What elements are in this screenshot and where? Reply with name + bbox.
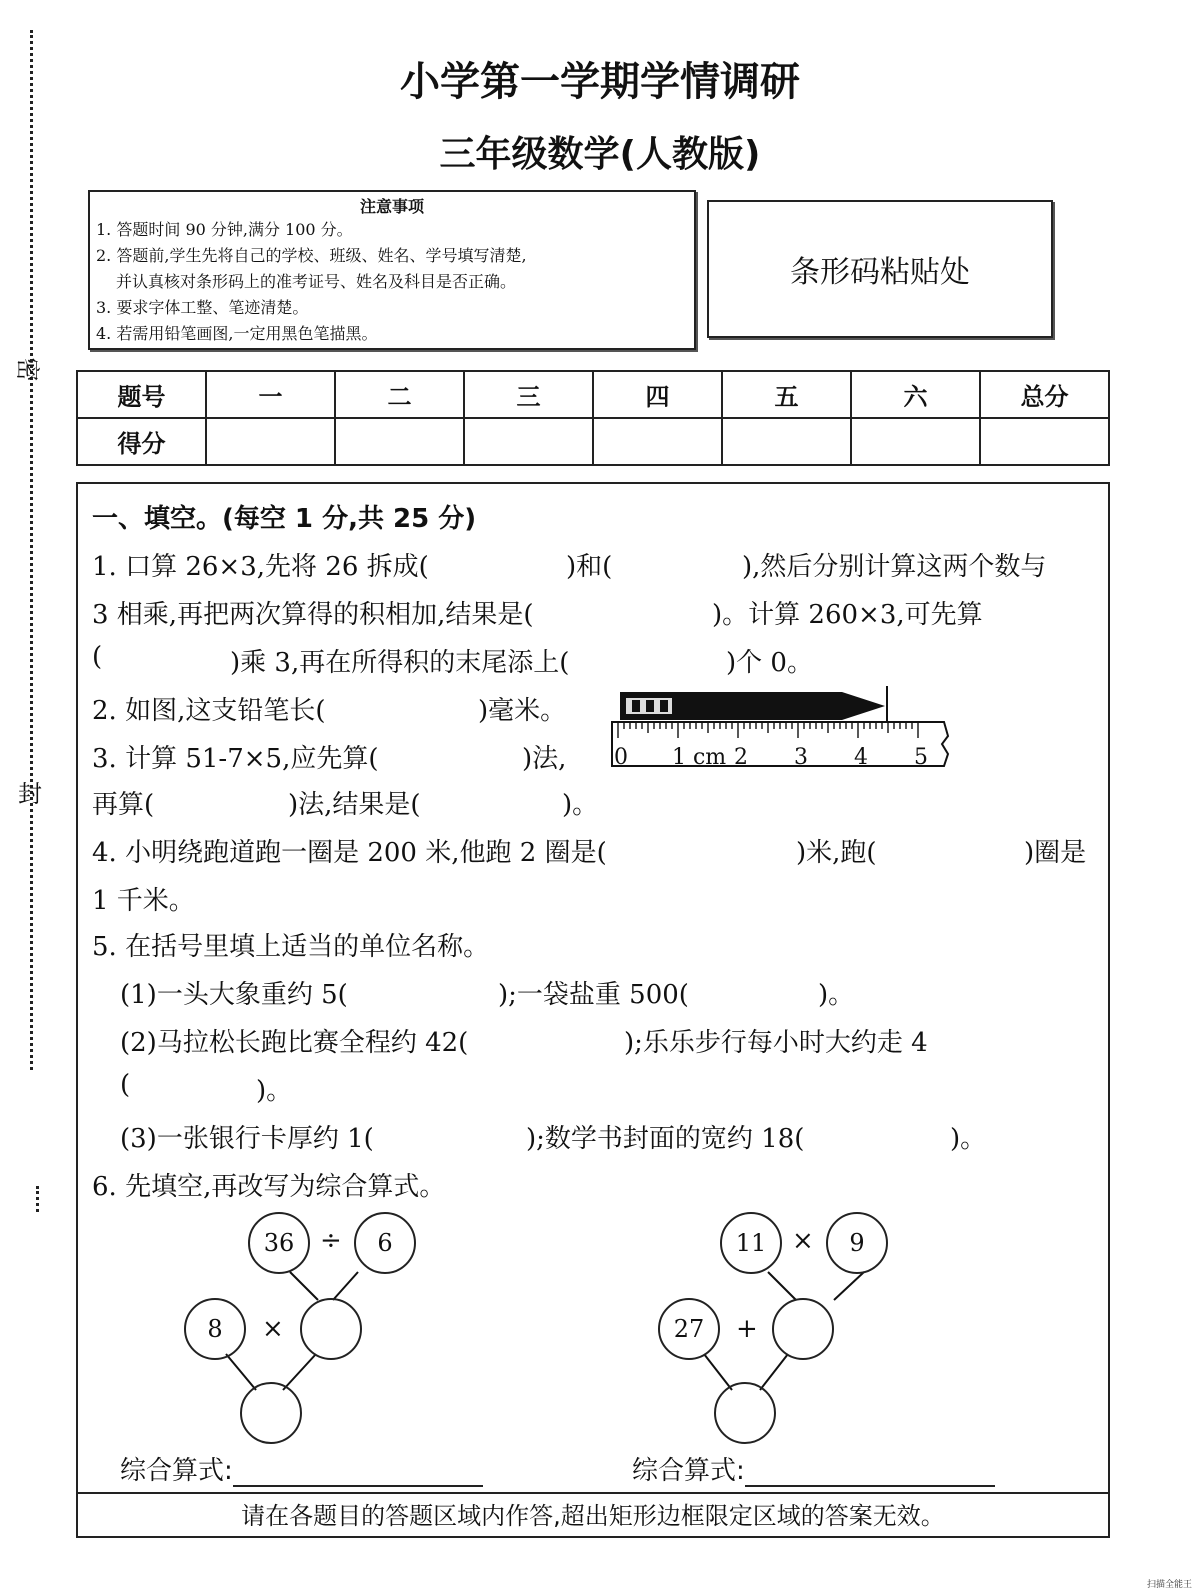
score-header-cell: 五 [722,371,851,418]
page-title: 小学第一学期学情调研 [400,59,800,105]
q6-text: 6. 先填空,再改写为综合算式。 [92,1172,446,1202]
score-header-cell: 六 [851,371,980,418]
number-circle: 8 [184,1298,246,1360]
q4-text: )圈是 [1024,838,1087,868]
score-cell[interactable] [851,418,980,465]
q5-text: )。 [818,980,855,1010]
q3-text: )法, [522,744,567,774]
ruler-tick-label: 3 [794,745,808,770]
score-cell[interactable] [464,418,593,465]
q5-text: (3)一张银行卡厚约 1( [120,1124,374,1154]
operator-symbol: ÷ [320,1226,342,1256]
notice-line: 并认真核对条形码上的准考证号、姓名及科目是否正确。 [116,272,517,291]
q1-text: )和( [566,552,613,582]
q4-text: 1 千米。 [92,886,195,916]
q1-text: )个 0。 [726,648,813,678]
q3-text: 再算( [92,790,155,820]
score-header-cell: 三 [464,371,593,418]
q4-text: )米,跑( [796,838,877,868]
q5-text: )。 [256,1076,293,1106]
score-cell[interactable] [206,418,335,465]
q2-text: 2. 如图,这支铅笔长( [92,696,326,726]
q1-text: ),然后分别计算这两个数与 [742,552,1047,582]
pencil-ruler-figure [610,684,955,774]
answer-circle[interactable] [772,1298,834,1360]
number-circle: 27 [658,1298,720,1360]
barcode-label: 条形码粘贴处 [790,255,970,290]
barcode-area [707,200,1053,338]
notice-box [88,190,696,350]
q2-text: )毫米。 [478,696,567,726]
q3-text: )。 [562,790,599,820]
ruler-tick-label: 4 [854,745,868,770]
q4-text: 4. 小明绕跑道跑一圈是 200 米,他跑 2 圈是( [92,838,607,868]
score-row [77,418,1109,465]
score-header-cell: 一 [206,371,335,418]
score-cell[interactable] [335,418,464,465]
notice-line: 4. 若需用铅笔画图,一定用黑色笔描黑。 [96,324,378,343]
number-circle: 9 [826,1212,888,1274]
answer-circle[interactable] [240,1382,302,1444]
score-cell[interactable] [593,418,722,465]
q5-text: )。 [950,1124,987,1154]
notice-line: 1. 答题时间 90 分钟,满分 100 分。 [96,220,353,239]
number-circle: 36 [248,1212,310,1274]
score-header-cell: 四 [593,371,722,418]
formula-label: 综合算式: [120,1450,483,1487]
score-cell[interactable] [980,418,1109,465]
score-cell[interactable] [722,418,851,465]
operator-symbol: × [262,1314,284,1344]
side-label-mi: 密 [13,357,42,382]
q3-text: 3. 计算 51-7×5,应先算( [92,744,379,774]
score-header-cell: 题号 [77,371,206,418]
side-label-feng: 封 [18,780,42,808]
q5-text: );一袋盐重 500( [498,980,689,1010]
score-table [76,370,1110,466]
ruler-tick-label: 0 [614,745,628,770]
operator-symbol: + [736,1314,758,1344]
q5-text: );乐乐步行每小时大约走 4 [624,1028,928,1058]
number-circle: 6 [354,1212,416,1274]
q5-text: );数学书封面的宽约 18( [526,1124,805,1154]
notice-line: 2. 答题前,学生先将自己的学校、班级、姓名、学号填写清楚, [96,246,527,265]
number-circle: 11 [720,1212,782,1274]
score-header-row [77,371,1109,418]
score-header-cell: 二 [335,371,464,418]
scanner-watermark: 扫描全能王 [1146,1580,1192,1590]
q1-text: )。计算 260×3,可先算 [712,600,983,630]
q1-text: ( [92,642,103,672]
formula-answer-line[interactable] [745,1463,995,1487]
q1-text: 1. 口算 26×3,先将 26 拆成( [92,552,429,582]
q5-text: ( [120,1070,131,1100]
formula-answer-line[interactable] [233,1463,483,1487]
score-row-label: 得分 [77,418,206,465]
notice-line: 3. 要求字体工整、笔迹清楚。 [96,298,309,317]
operator-symbol: × [792,1226,814,1256]
binding-dotted-line [30,30,33,1070]
section-heading: 一、填空。(每空 1 分,共 25 分) [92,504,477,534]
answer-circle[interactable] [300,1298,362,1360]
q3-text: )法,结果是( [288,790,421,820]
ruler-tick-label: 2 [734,745,748,770]
side-dotted-mark [36,1186,43,1212]
q1-text: 3 相乘,再把两次算得的积相加,结果是( [92,600,534,630]
q5-text: (2)马拉松长跑比赛全程约 42( [120,1028,469,1058]
pencil-icon [620,692,885,720]
q5-text: (1)一头大象重约 5( [120,980,348,1010]
ruler-icon [612,722,948,770]
score-header-cell: 总分 [980,371,1109,418]
answer-area-notice: 请在各题目的答题区域内作答,超出矩形边框限定区域的答案无效。 [78,1492,1108,1538]
section-1-box [76,482,1110,1538]
q5-text: 5. 在括号里填上适当的单位名称。 [92,932,490,962]
q1-text: )乘 3,再在所得积的末尾添上( [230,648,570,678]
formula-label: 综合算式: [632,1450,995,1487]
answer-circle[interactable] [714,1382,776,1444]
ruler-tick-label: 1 cm [672,745,727,770]
notice-title: 注意事项 [359,197,424,216]
ruler-tick-label: 5 [914,745,928,770]
page-subtitle: 三年级数学(人教版) [439,134,761,175]
